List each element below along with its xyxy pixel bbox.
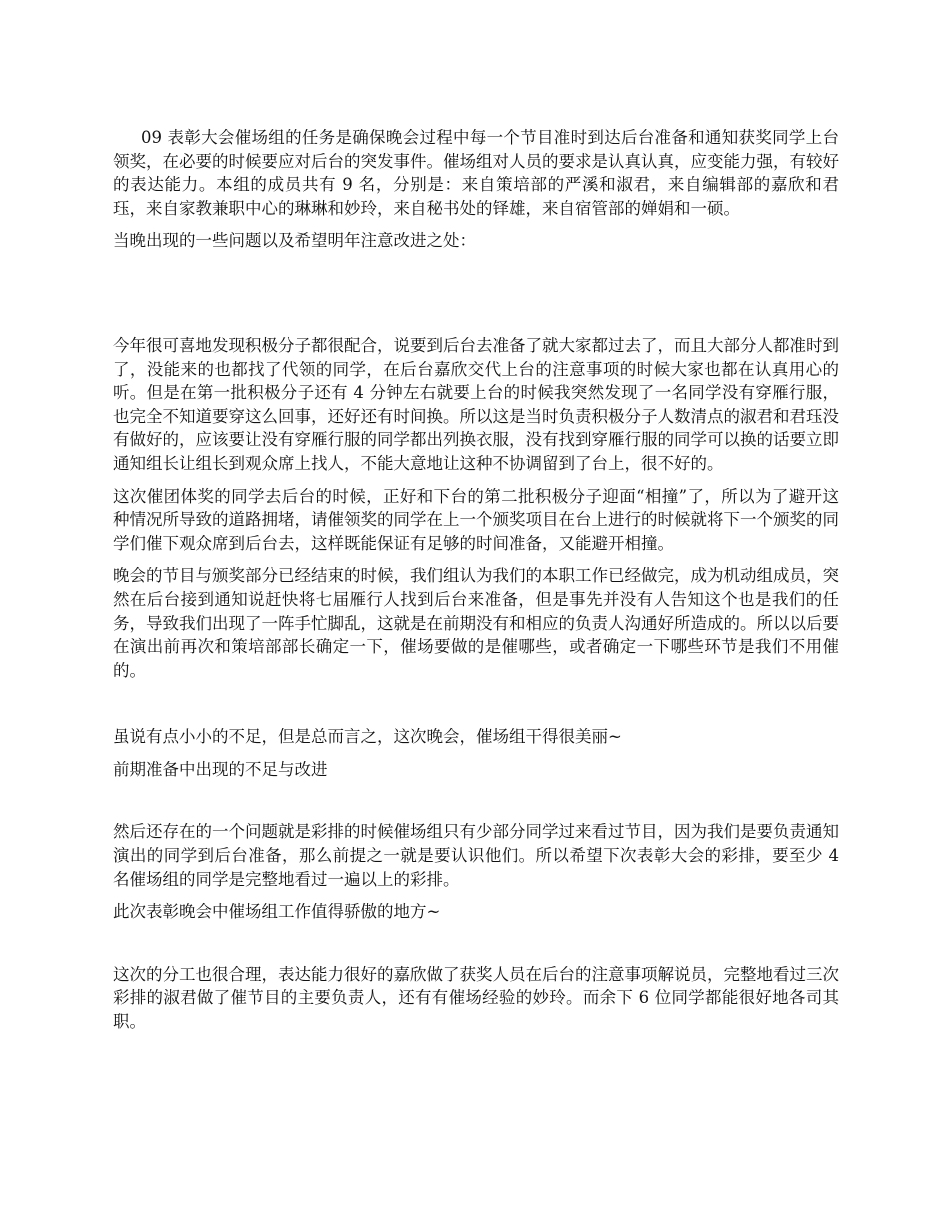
problems-heading: 当晚出现的一些问题以及希望明年注意改进之处： [113, 231, 476, 251]
spacer [113, 933, 839, 963]
proud-heading: 此次表彰晚会中催场组工作值得骄傲的地方~ [113, 902, 441, 922]
spacer [113, 262, 839, 334]
paragraph-division-of-labor: 这次的分工也很合理，表达能力很好的嘉欣做了获奖人员在后台的注意事项解说员，完整地看过三次彩排的淑君做了催节目的主要负责人，还有有催场经验的妙玲。而余下 6 位同学都能很好地各司其职。 [113, 964, 839, 1032]
paragraph-activists: 今年很可喜地发现积极分子都很配合，说要到后台去准备了就大家都过去了，而且大部分人都准时到了，没能来的也都找了代领的同学，在后台嘉欣交代上台的注意事项的时候大家也都在认真用心的听。但是在第一批积极分子还有 4 分钟左右就要上台的时候我突然发现了一名同学没有穿雁行服，也完全不知道要穿这么回事，还好还有时间换。所以这是当时负责积极分子人数清点的淑君和君珏没有做好的，应该要让没有穿雁行服的同学都出列换衣服，没有找到穿雁行服的同学可以换的话要立即通知组长让组长到观众席上找人，不能大意地让这种不协调留到了台上，很不好的。 [113, 335, 839, 473]
summary-line: 虽说有点小小的不足，但是总而言之，这次晚会，催场组干得很美丽~ [113, 727, 622, 747]
paragraph-collision: 这次催团体奖的同学去后台的时候，正好和下台的第二批积极分子迎面“相撞”了，所以为了避开这种情况所导致的道路拥堵，请催领奖的同学在上一个颁奖项目在台上进行的时候就将下一个颁奖的同学们催下观众席到后台去，这样既能保证有足够的时间准备，又能避开相撞。 [113, 486, 839, 553]
spacer [113, 691, 839, 725]
intro-paragraph: 09 表彰大会催场组的任务是确保晚会过程中每一个节目准时到达后台准备和通知获奖同学上台领奖，在必要的时候要应对后台的突发事件。催场组对人员的要求是认真认真，应变能力强，有较好的表达能力。本组的成员共有 9 名，分别是：来自策培部的严溪和淑君，来自编辑部的嘉欣和君珏，来自家教兼职中心的琳琳和妙玲，来自秘书处的铎雄，来自宿管部的婵娟和一硕。 [113, 128, 839, 218]
spacer [113, 790, 839, 820]
document-page [113, 126, 839, 1043]
preparation-heading: 前期准备中出现的不足与改进 [113, 759, 328, 779]
paragraph-program-end: 晚会的节目与颁奖部分已经结束的时候，我们组认为我们的本职工作已经做完，成为机动组成员，突然在后台接到通知说赶快将七届雁行人找到后台来准备，但是事先并没有人告知这个也是我们的任务，导致我们出现了一阵手忙脚乱，这就是在前期没有和相应的负责人沟通好所造成的。所以以后要在演出前再次和策培部部长确定一下，催场要做的是催哪些，或者确定一下哪些环节是我们不用催的。 [113, 566, 839, 680]
paragraph-rehearsal: 然后还存在的一个问题就是彩排的时候催场组只有少部分同学过来看过节目，因为我们是要负责通知演出的同学到后台准备，那么前提之一就是要认识他们。所以希望下次表彰大会的彩排，要至少 4 名催场组的同学是完整地看过一遍以上的彩排。 [113, 822, 839, 889]
